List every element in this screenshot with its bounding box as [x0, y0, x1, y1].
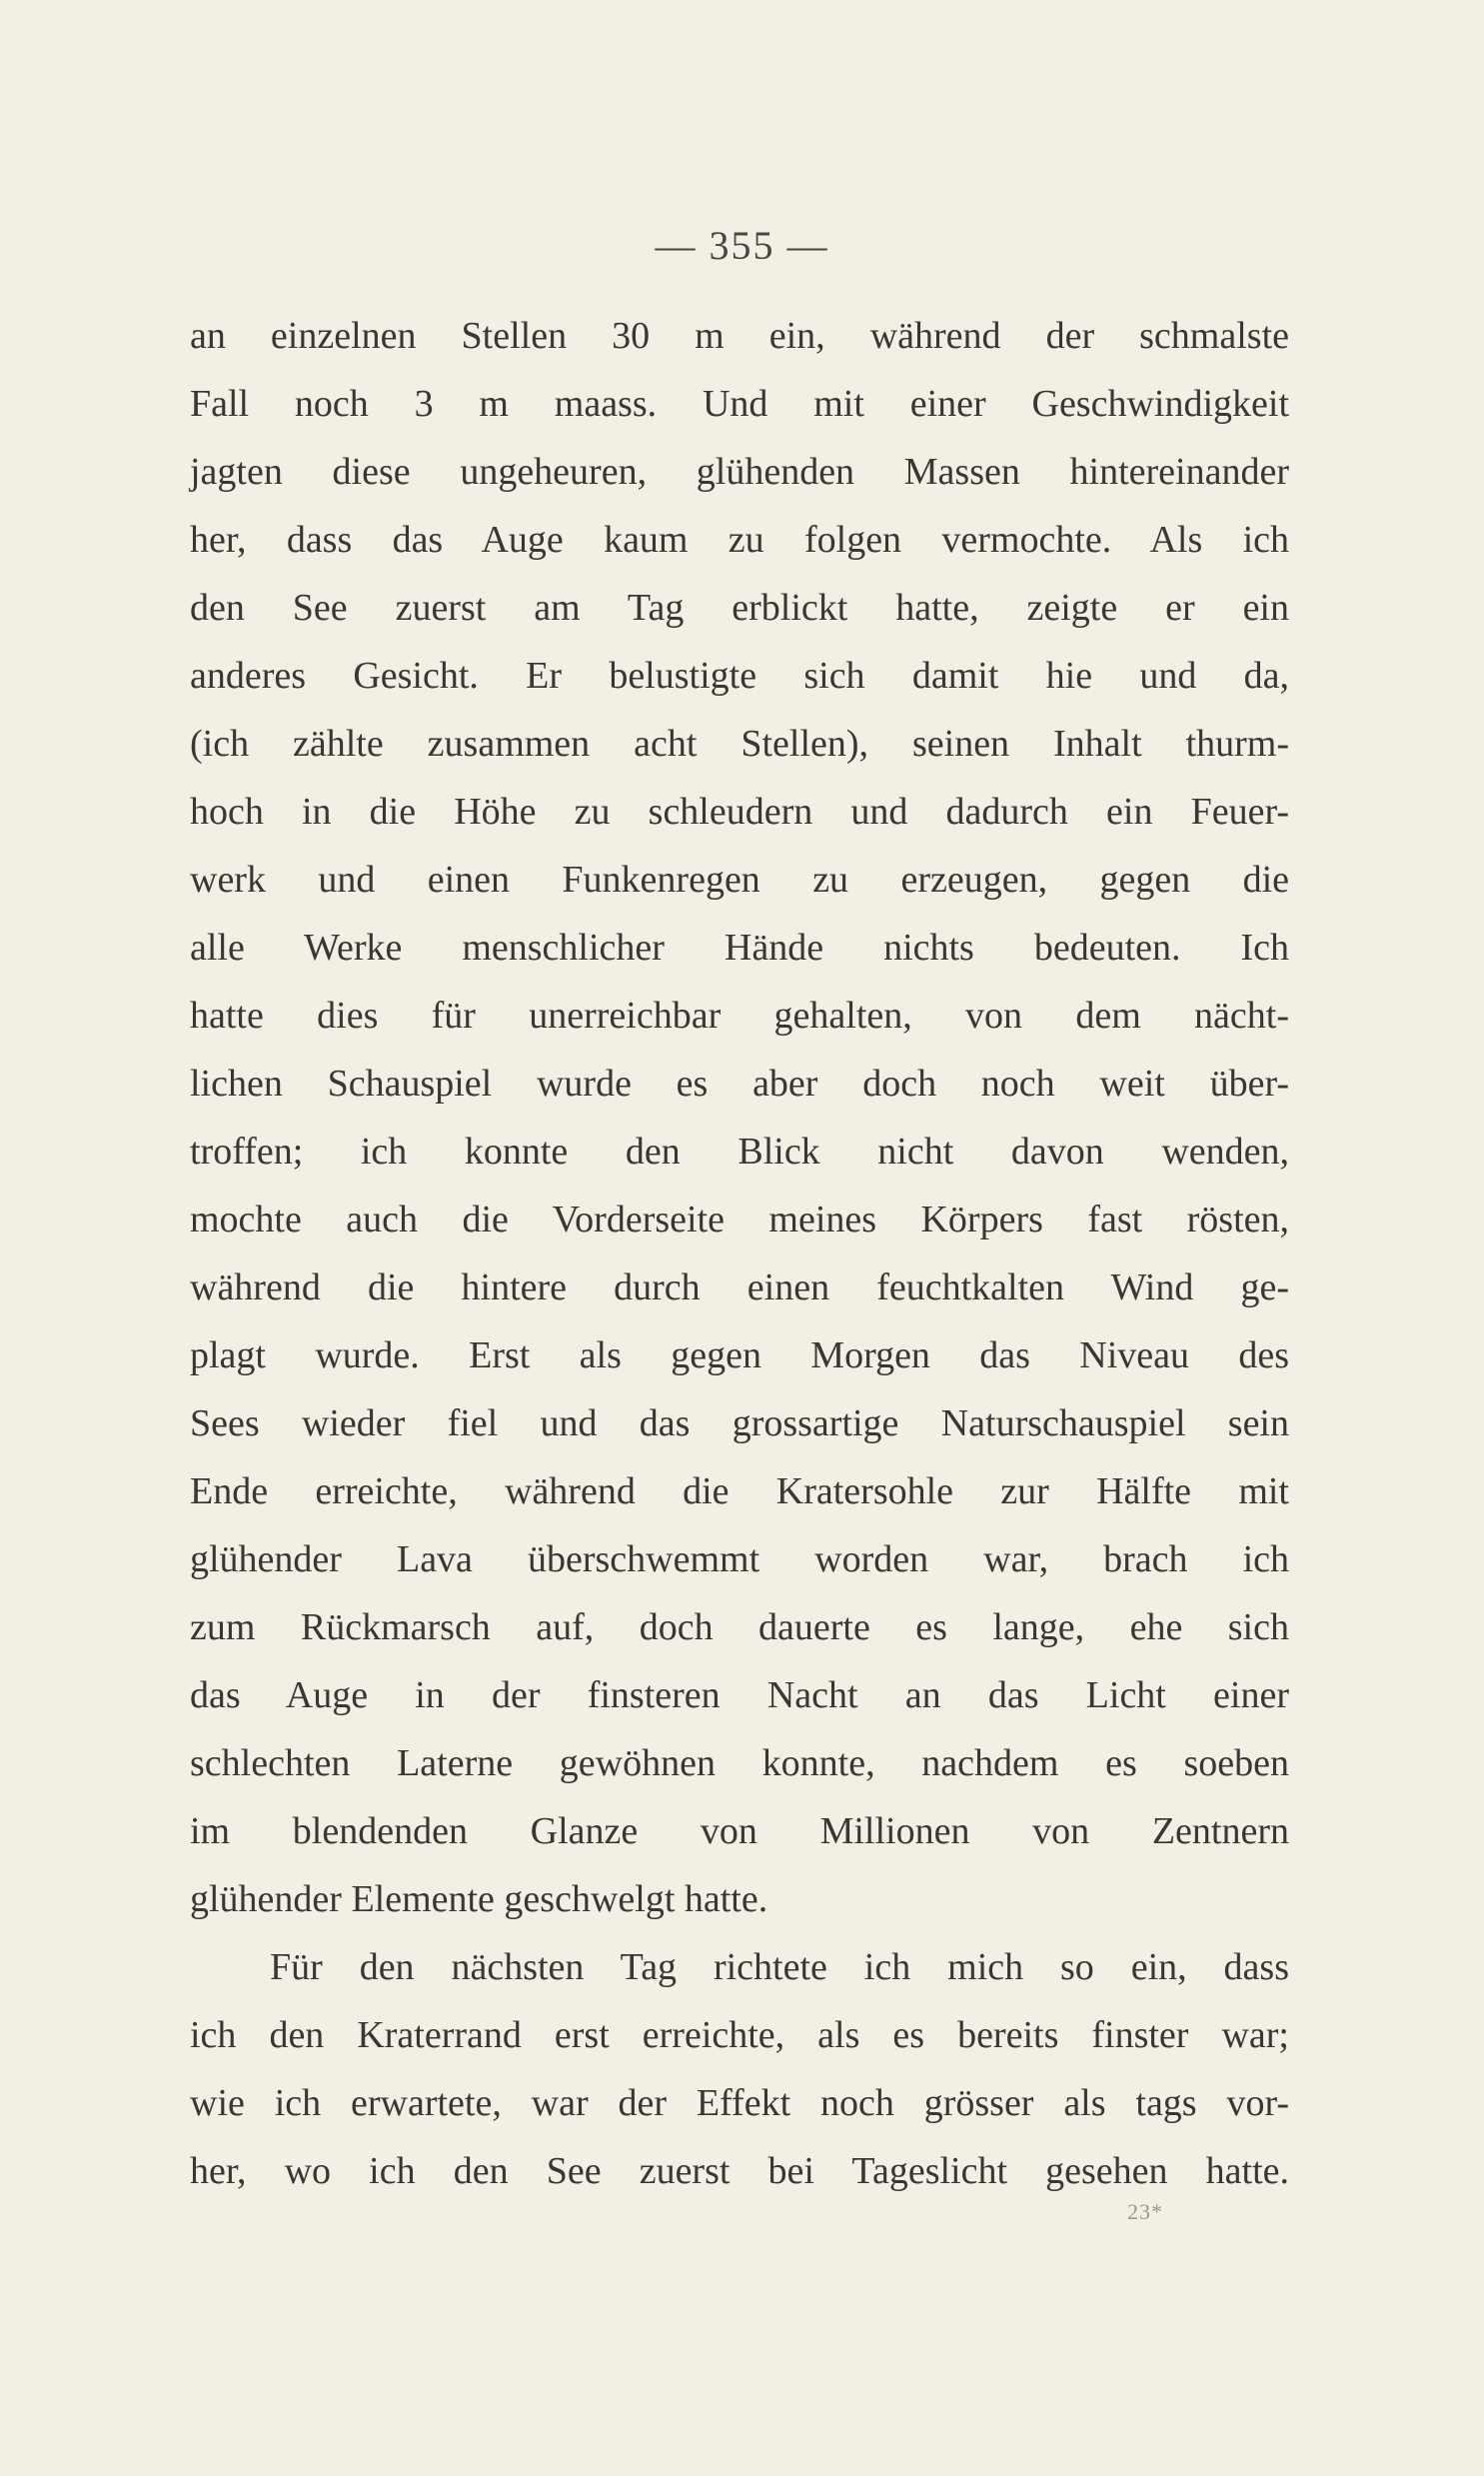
- text-line: hatte dies für unerreichbar gehalten, von dem nächt-: [190, 995, 1289, 1037]
- text-line: her, wo ich den See zuerst bei Tageslicht gesehen hatte.: [190, 2150, 1289, 2192]
- text-line: plagt wurde. Erst als gegen Morgen das Niveau des: [190, 1334, 1289, 1376]
- page-number: — 355 —: [655, 223, 829, 268]
- text-line: Sees wieder fiel und das grossartige Naturschauspiel sein: [190, 1402, 1289, 1444]
- text-line: werk und einen Funkenregen zu erzeugen, gegen die: [190, 859, 1289, 901]
- text-line: wie ich erwartete, war der Effekt noch grösser als tags vor-: [190, 2082, 1289, 2124]
- text-line: anderes Gesicht. Er belustigte sich damit hie und da,: [190, 655, 1289, 697]
- text-line: an einzelnen Stellen 30 m ein, während der schmalste: [190, 315, 1289, 357]
- text-line: (ich zählte zusammen acht Stellen), seinen Inhalt thurm-: [190, 723, 1289, 765]
- paragraph: [190, 302, 1289, 1933]
- text-line: glühender Elemente geschwelgt hatte.: [190, 1878, 768, 1920]
- body-text: [190, 302, 1289, 2205]
- text-line: hoch in die Höhe zu schleudern und dadurch ein Feuer-: [190, 791, 1289, 833]
- text-line: mochte auch die Vorderseite meines Körpers fast rösten,: [190, 1199, 1289, 1240]
- text-line: Fall noch 3 m maass. Und mit einer Geschwindigkeit: [190, 383, 1289, 425]
- text-line: schlechten Laterne gewöhnen konnte, nachdem es soeben: [190, 1742, 1289, 1784]
- text-line: zum Rückmarsch auf, doch dauerte es lange, ehe sich: [190, 1606, 1289, 1648]
- text-line: glühender Lava überschwemmt worden war, brach ich: [190, 1538, 1289, 1580]
- paragraph: [190, 1933, 1289, 2205]
- text-line: während die hintere durch einen feuchtkalten Wind ge-: [190, 1266, 1289, 1308]
- text-line: im blendenden Glanze von Millionen von Zentnern: [190, 1810, 1289, 1852]
- text-line: jagten diese ungeheuren, glühenden Massen hintereinander: [190, 451, 1289, 493]
- text-line: ich den Kraterrand erst erreichte, als es bereits finster war;: [190, 2014, 1289, 2056]
- text-line: troffen; ich konnte den Blick nicht davon wenden,: [190, 1131, 1289, 1173]
- text-line: lichen Schauspiel wurde es aber doch noch weit über-: [190, 1063, 1289, 1105]
- signature-mark: 23*: [1127, 2199, 1163, 2224]
- text-line: Ende erreichte, während die Kratersohle zur Hälfte mit: [190, 1470, 1289, 1512]
- text-line: den See zuerst am Tag erblickt hatte, zeigte er ein: [190, 587, 1289, 629]
- text-line: her, dass das Auge kaum zu folgen vermochte. Als ich: [190, 519, 1289, 561]
- text-line: Für den nächsten Tag richtete ich mich so ein, dass: [270, 1946, 1289, 1988]
- text-line: das Auge in der finsteren Nacht an das Licht einer: [190, 1674, 1289, 1716]
- text-line: alle Werke menschlicher Hände nichts bedeuten. Ich: [190, 927, 1289, 969]
